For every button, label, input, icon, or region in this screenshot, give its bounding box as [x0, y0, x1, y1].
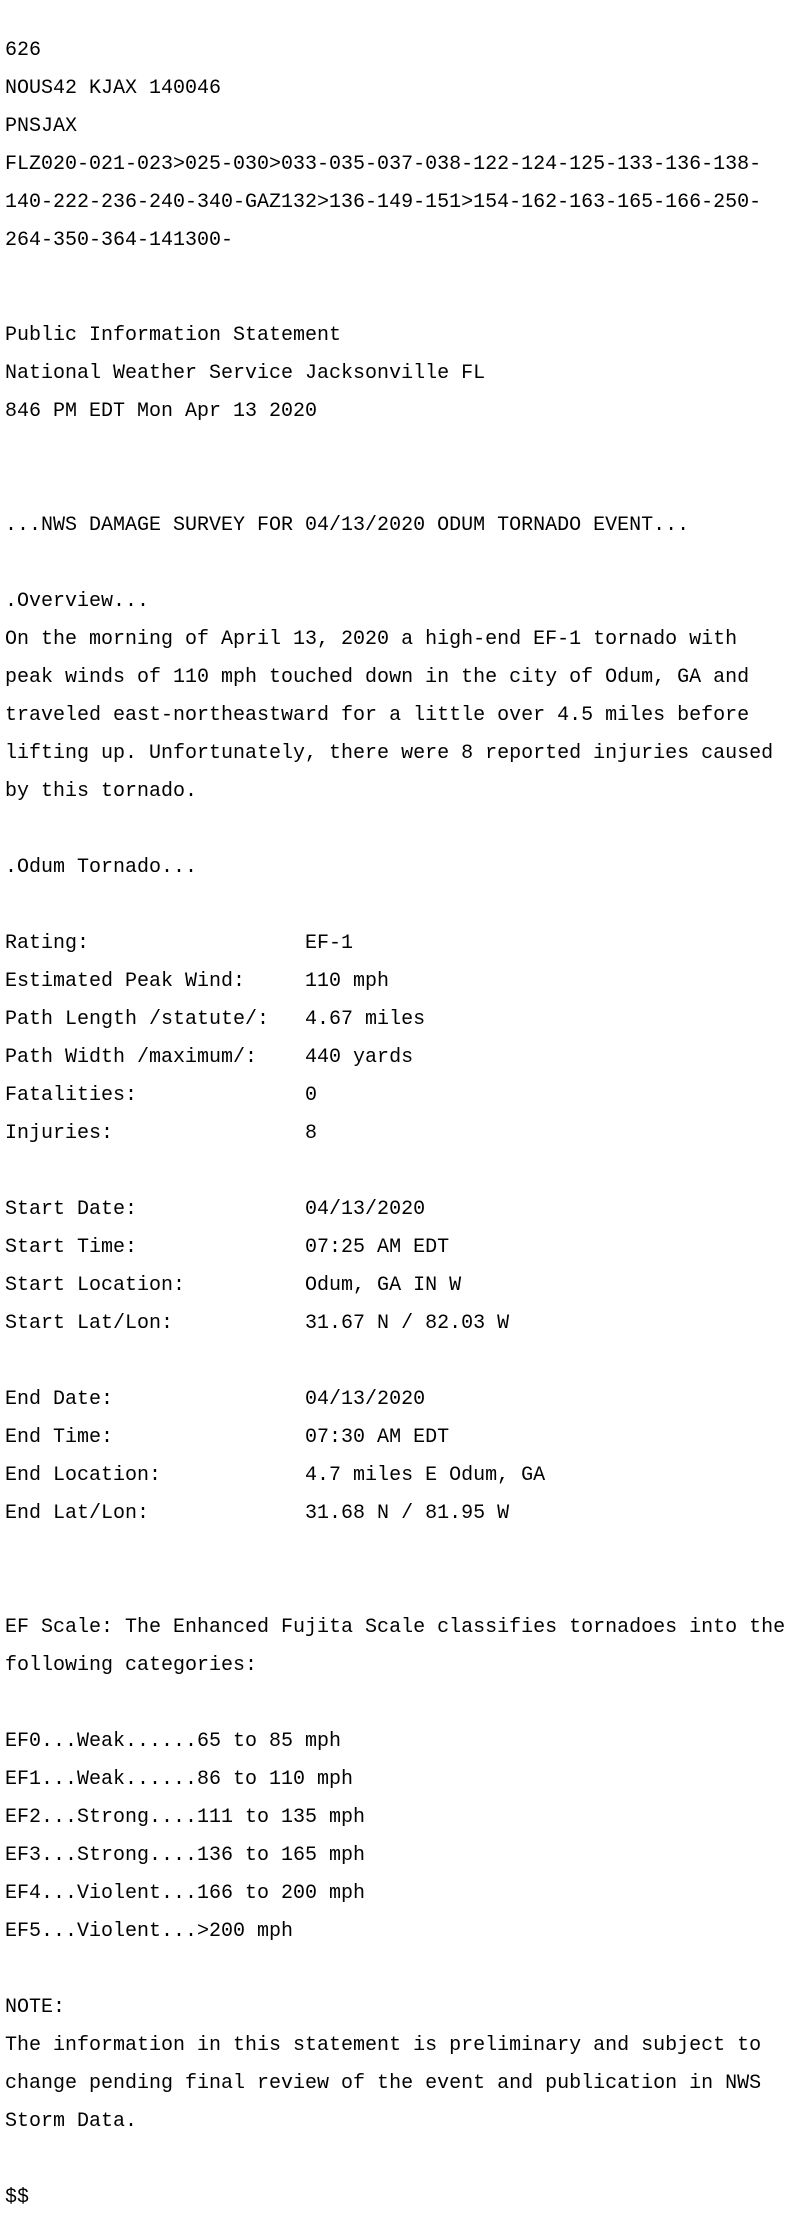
peak-wind-row: Estimated Peak Wind: 110 mph [5, 970, 390, 993]
headline: ...NWS DAMAGE SURVEY FOR 04/13/2020 ODUM TORNADO EVENT... [5, 514, 690, 537]
spacer [5, 554, 789, 573]
note-line: change pending final review of the event and publication in NWS [5, 2072, 762, 2095]
ef-category-ef3: EF3...Strong....136 to 165 mph [5, 1844, 366, 1867]
end-of-product-marker: $$ [5, 2186, 30, 2209]
overview-line: lifting up. Unfortunately, there were 8 reported injuries caused [5, 742, 774, 765]
note-line: Storm Data. [5, 2110, 138, 2133]
zone-code-line: FLZ020-021-023>025-030>033-035-037-038-122-124-125-133-136-138- [5, 153, 762, 176]
ef-category-ef4: EF4...Violent...166 to 200 mph [5, 1882, 366, 1905]
spacer [5, 1694, 789, 1713]
ef-category-ef1: EF1...Weak......86 to 110 mph [5, 1768, 354, 1791]
start-latlon-row: Start Lat/Lon: 31.67 N / 82.03 W [5, 1312, 510, 1335]
injuries-row: Injuries: 8 [5, 1122, 318, 1145]
issuing-office: National Weather Service Jacksonville FL [5, 362, 486, 385]
spacer [5, 440, 789, 459]
ef-category-ef0: EF0...Weak......65 to 85 mph [5, 1730, 342, 1753]
zone-code-line: 264-350-364-141300- [5, 229, 234, 252]
awips-id-line: PNSJAX [5, 115, 78, 138]
tornado-heading: .Odum Tornado... [5, 856, 198, 879]
wmo-header-line: NOUS42 KJAX 140046 [5, 77, 222, 100]
spacer [5, 2150, 789, 2169]
ef-category-ef2: EF2...Strong....111 to 135 mph [5, 1806, 366, 1829]
overview-heading: .Overview... [5, 590, 150, 613]
end-location-row: End Location: 4.7 miles E Odum, GA [5, 1464, 546, 1487]
spacer [5, 1352, 789, 1371]
start-location-row: Start Location: Odum, GA IN W [5, 1274, 462, 1297]
path-length-row: Path Length /statute/: 4.67 miles [5, 1008, 426, 1031]
end-date-row: End Date: 04/13/2020 [5, 1388, 426, 1411]
note-line: The information in this statement is preliminary and subject to [5, 2034, 762, 2057]
overview-line: by this tornado. [5, 780, 198, 803]
overview-line: On the morning of April 13, 2020 a high-end EF-1 tornado with [5, 628, 738, 651]
issue-time: 846 PM EDT Mon Apr 13 2020 [5, 400, 318, 423]
spacer [5, 820, 789, 839]
rating-row: Rating: EF-1 [5, 932, 354, 955]
note-heading: NOTE: [5, 1996, 66, 2019]
overview-line: peak winds of 110 mph touched down in the city of Odum, GA and [5, 666, 750, 689]
spacer [5, 288, 789, 307]
start-date-row: Start Date: 04/13/2020 [5, 1198, 426, 1221]
spacer [5, 896, 789, 915]
ef-scale-intro-line: EF Scale: The Enhanced Fujita Scale classifies tornadoes into the [5, 1616, 786, 1639]
end-latlon-row: End Lat/Lon: 31.68 N / 81.95 W [5, 1502, 510, 1525]
ef-scale-intro-line: following categories: [5, 1654, 258, 1677]
start-time-row: Start Time: 07:25 AM EDT [5, 1236, 450, 1259]
ef-category-ef5: EF5...Violent...>200 mph [5, 1920, 294, 1943]
spacer [5, 1580, 789, 1599]
spacer [5, 1542, 789, 1561]
product-id-line: 626 [5, 39, 42, 62]
spacer [5, 1162, 789, 1181]
path-width-row: Path Width /maximum/: 440 yards [5, 1046, 414, 1069]
spacer [5, 1960, 789, 1979]
header-block [5, 22, 789, 269]
end-time-row: End Time: 07:30 AM EDT [5, 1426, 450, 1449]
fatalities-row: Fatalities: 0 [5, 1084, 318, 1107]
zone-code-line: 140-222-236-240-340-GAZ132>136-149-151>154-162-163-165-166-250- [5, 191, 762, 214]
statement-title: Public Information Statement [5, 324, 342, 347]
overview-line: traveled east-northeastward for a little over 4.5 miles before [5, 704, 750, 727]
spacer [5, 478, 789, 497]
